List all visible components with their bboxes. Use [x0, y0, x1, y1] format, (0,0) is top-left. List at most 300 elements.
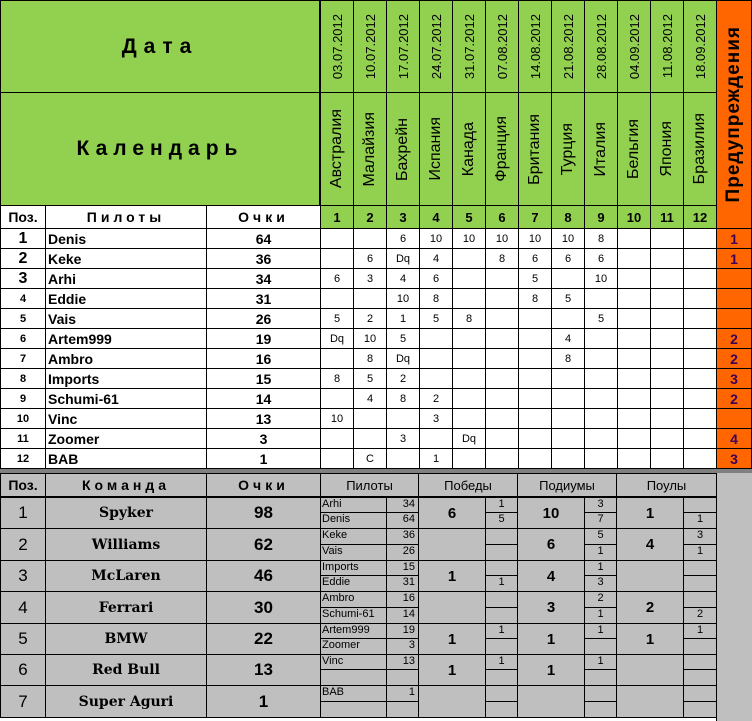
race-result-text: 8	[366, 352, 374, 365]
race-country	[485, 92, 519, 206]
race-result	[320, 328, 354, 349]
driver-name-text: Vinc	[48, 410, 78, 427]
race-result	[551, 288, 585, 309]
team-driver-points	[386, 669, 419, 686]
team-wins-split-text: 5	[498, 513, 505, 525]
race-result-text: 10	[594, 272, 608, 285]
team-podiums-header-text: Подиумы	[539, 477, 595, 493]
race-result	[419, 308, 453, 329]
race-result	[683, 308, 717, 329]
race-result-text: C	[366, 452, 374, 465]
race-number-text: 1	[333, 209, 341, 225]
race-number	[551, 205, 585, 229]
driver-points	[206, 288, 321, 309]
team-poles-split	[683, 638, 717, 655]
driver-points	[206, 248, 321, 269]
team-pos-text: 4	[18, 597, 28, 617]
driver-points	[206, 408, 321, 429]
race-result	[683, 288, 717, 309]
race-result	[452, 408, 486, 429]
team-driver-name-text: BAB	[322, 686, 345, 698]
race-result	[320, 428, 354, 449]
race-result	[386, 328, 420, 349]
driver-warnings	[716, 448, 752, 469]
race-result	[683, 388, 717, 409]
team-driver-name-text: Schumi-61	[322, 608, 375, 620]
team-poles-total	[616, 528, 684, 561]
race-country-text: Испания	[427, 117, 444, 181]
race-country	[650, 92, 684, 206]
team-podiums-split-text: 1	[597, 655, 604, 667]
race-result	[551, 228, 585, 249]
team-pos	[0, 623, 46, 655]
race-number-text: 9	[597, 209, 605, 225]
race-result	[485, 368, 519, 389]
team-name-text: Ferrari	[98, 599, 154, 616]
team-poles-total	[616, 497, 684, 529]
team-pos	[0, 560, 46, 592]
race-result	[320, 368, 354, 389]
race-result-text: 5	[333, 312, 341, 325]
race-date	[419, 0, 453, 93]
driver-warnings	[716, 408, 752, 429]
team-podiums-split	[584, 654, 617, 670]
race-result	[518, 308, 552, 329]
race-result	[650, 348, 684, 369]
team-pos	[0, 654, 46, 686]
race-result	[485, 328, 519, 349]
driver-points	[206, 348, 321, 369]
team-podiums-split	[584, 544, 617, 561]
driver-name	[45, 288, 207, 309]
team-wins-total	[418, 528, 486, 561]
race-date	[518, 0, 552, 93]
race-result	[584, 368, 618, 389]
team-poles-total	[616, 591, 684, 624]
race-number	[518, 205, 552, 229]
race-result	[617, 448, 651, 469]
drivers-header-text: Пилоты	[86, 209, 166, 225]
driver-name	[45, 408, 207, 429]
team-driver-points	[386, 638, 419, 655]
team-wins-split-text: 1	[498, 624, 505, 636]
race-result	[353, 408, 387, 429]
race-country	[551, 92, 585, 206]
race-result-text: 10	[462, 232, 476, 245]
race-result-text: 6	[531, 252, 539, 265]
team-driver-points-text: 19	[402, 624, 415, 636]
driver-pos-text: 1	[18, 229, 28, 247]
race-result	[452, 428, 486, 449]
team-driver-name-text: Zoomer	[322, 639, 360, 651]
driver-name-text: Vais	[48, 310, 77, 327]
team-pos-text: 7	[18, 691, 28, 711]
race-date	[452, 0, 486, 93]
race-result	[452, 268, 486, 289]
team-name	[45, 528, 207, 561]
team-podiums-total	[517, 560, 585, 592]
race-date	[551, 0, 585, 93]
race-result	[617, 228, 651, 249]
race-result-text: 8	[564, 352, 572, 365]
team-name-text: McLaren	[91, 568, 161, 584]
race-result	[518, 408, 552, 429]
race-result	[584, 408, 618, 429]
driver-pos	[0, 428, 46, 449]
race-date-text: 18.09.2012	[692, 13, 708, 80]
team-driver-name	[320, 607, 387, 624]
driver-pos-text: 9	[19, 392, 27, 405]
team-driver-points-text: 26	[402, 545, 415, 557]
team-podiums-split	[584, 623, 617, 639]
team-drivers-header	[320, 473, 419, 497]
race-result	[485, 228, 519, 249]
race-result-text: 1	[399, 312, 407, 325]
race-result	[485, 268, 519, 289]
race-result-text: 6	[597, 252, 605, 265]
team-wins-split	[485, 560, 518, 576]
team-driver-name	[320, 497, 387, 513]
team-wins-split	[485, 528, 518, 545]
race-result-text: 5	[366, 372, 374, 385]
team-podiums-split-text: 1	[597, 561, 604, 573]
driver-warnings-text: 2	[730, 350, 738, 367]
race-country-text: Бельгия	[625, 119, 642, 179]
pos-header	[0, 205, 46, 229]
team-podiums-total-text: 10	[542, 504, 560, 522]
race-date-text: 14.08.2012	[527, 13, 543, 80]
race-country	[353, 92, 387, 206]
race-result-text: 6	[432, 272, 440, 285]
race-result	[617, 328, 651, 349]
driver-points-text: 36	[255, 250, 272, 267]
race-result-text: 8	[399, 392, 407, 405]
race-date-text: 24.07.2012	[428, 13, 444, 80]
race-result	[485, 348, 519, 369]
team-pos-header-text: Поз.	[8, 477, 38, 493]
race-result	[584, 328, 618, 349]
team-podiums-total	[517, 497, 585, 529]
driver-pos	[0, 368, 46, 389]
race-result	[452, 348, 486, 369]
race-result	[485, 428, 519, 449]
team-points	[206, 591, 321, 624]
team-poles-split	[683, 528, 717, 545]
race-number	[683, 205, 717, 229]
team-poles-total-text: 1	[645, 504, 655, 522]
driver-name	[45, 308, 207, 329]
team-name-text: Spyker	[98, 505, 154, 521]
race-result	[683, 228, 717, 249]
team-driver-name-text: Keke	[322, 529, 348, 541]
race-result	[551, 388, 585, 409]
team-poles-split	[683, 623, 717, 639]
team-driver-points	[386, 544, 419, 561]
driver-name-text: BAB	[48, 450, 79, 467]
team-driver-points-text: 34	[402, 498, 415, 510]
race-result	[353, 348, 387, 369]
race-result-text: 5	[531, 272, 539, 285]
race-result	[584, 228, 618, 249]
race-result	[419, 228, 453, 249]
race-result-text: 4	[564, 332, 572, 345]
team-driver-points-text: 64	[402, 513, 415, 525]
driver-points-text: 64	[255, 230, 272, 247]
driver-warnings-text: 3	[730, 370, 738, 387]
race-result-text: 5	[597, 312, 605, 325]
race-result-text: Dq	[395, 252, 411, 265]
team-driver-points	[386, 512, 419, 529]
race-result	[386, 448, 420, 469]
points-header	[206, 205, 321, 229]
team-driver-points	[386, 575, 419, 592]
driver-points-text: 3	[259, 430, 268, 447]
race-result	[617, 388, 651, 409]
driver-warnings	[716, 248, 752, 269]
team-podiums-split	[584, 591, 617, 608]
race-number-text: 2	[366, 209, 374, 225]
team-name	[45, 623, 207, 655]
race-result-text: 2	[399, 372, 407, 385]
driver-name-text: Imports	[48, 370, 100, 387]
team-wins-total-text: 1	[447, 661, 457, 679]
team-driver-points	[386, 607, 419, 624]
race-result-text: 3	[366, 272, 374, 285]
race-result	[650, 248, 684, 269]
driver-points	[206, 368, 321, 389]
team-wins-split	[485, 701, 518, 718]
team-wins-split-text: 1	[498, 655, 505, 667]
driver-pos	[0, 228, 46, 249]
driver-pos	[0, 288, 46, 309]
race-result	[584, 448, 618, 469]
team-name-text: Williams	[91, 536, 161, 553]
team-driver-points-text: 1	[408, 686, 415, 698]
race-country	[518, 92, 552, 206]
race-date	[353, 0, 387, 93]
team-poles-split	[683, 512, 717, 529]
team-name	[45, 654, 207, 686]
race-result	[650, 268, 684, 289]
race-result	[419, 288, 453, 309]
race-result-text: 8	[597, 232, 605, 245]
team-wins-header	[418, 473, 518, 497]
team-poles-split	[683, 607, 717, 624]
team-podiums-split-text: 1	[597, 608, 604, 620]
team-poles-header-text: Поулы	[646, 477, 687, 493]
race-result	[518, 268, 552, 289]
race-result	[419, 408, 453, 429]
race-result	[485, 248, 519, 269]
race-number	[353, 205, 387, 229]
race-result	[650, 288, 684, 309]
team-wins-split	[485, 544, 518, 561]
race-result	[452, 228, 486, 249]
race-result-text: 10	[429, 232, 443, 245]
race-result	[617, 288, 651, 309]
driver-points-text: 13	[255, 410, 272, 427]
race-result	[551, 368, 585, 389]
race-country	[584, 92, 618, 206]
team-pos-text: 2	[18, 534, 28, 554]
race-result-text: 10	[330, 412, 344, 425]
team-wins-total	[418, 591, 486, 624]
team-poles-split	[683, 669, 717, 686]
team-poles-split	[683, 701, 717, 718]
date-header-label-text: Дата	[121, 34, 199, 58]
team-points	[206, 654, 321, 686]
team-driver-points	[386, 654, 419, 670]
team-podiums-split	[584, 638, 617, 655]
driver-points	[206, 308, 321, 329]
team-driver-name	[320, 560, 387, 576]
race-number-text: 10	[626, 209, 642, 225]
race-result	[452, 288, 486, 309]
team-driver-name	[320, 623, 387, 639]
race-date-text: 17.07.2012	[395, 13, 411, 80]
race-number	[650, 205, 684, 229]
team-driver-name	[320, 544, 387, 561]
race-result-text: 10	[528, 232, 542, 245]
race-number	[617, 205, 651, 229]
driver-name	[45, 228, 207, 249]
race-result	[320, 248, 354, 269]
team-name	[45, 685, 207, 718]
team-poles-total-text: 1	[645, 630, 655, 648]
race-result-text: 6	[564, 252, 572, 265]
team-wins-total-text: 1	[447, 630, 457, 648]
race-result	[485, 388, 519, 409]
team-wins-total	[418, 497, 486, 529]
race-result	[551, 428, 585, 449]
race-result-text: Dq	[329, 332, 345, 345]
race-date-text: 21.08.2012	[560, 13, 576, 80]
race-result	[617, 408, 651, 429]
team-driver-name	[320, 701, 387, 718]
race-result	[650, 428, 684, 449]
driver-pos-text: 3	[18, 269, 28, 287]
team-poles-split	[683, 685, 717, 702]
team-driver-name-text: Vais	[322, 545, 343, 557]
team-name	[45, 560, 207, 592]
race-result-text: 8	[333, 372, 341, 385]
race-date-text: 31.07.2012	[461, 13, 477, 80]
driver-name	[45, 428, 207, 449]
team-podiums-total-text: 6	[546, 536, 556, 553]
team-wins-split	[485, 685, 518, 702]
team-driver-points	[386, 623, 419, 639]
driver-name-text: Zoomer	[48, 430, 100, 447]
race-result	[617, 308, 651, 329]
driver-pos-text: 2	[18, 249, 28, 267]
team-poles-split	[683, 560, 717, 576]
race-date-text: 28.08.2012	[593, 13, 609, 80]
pos-header-text: Поз.	[8, 209, 38, 225]
race-result	[584, 288, 618, 309]
warnings-header	[716, 0, 752, 229]
driver-pos	[0, 328, 46, 349]
team-podiums-total	[517, 685, 585, 718]
race-result-text: 6	[366, 252, 374, 265]
race-result	[551, 448, 585, 469]
race-result	[518, 368, 552, 389]
race-number	[419, 205, 453, 229]
team-wins-split-text: 1	[498, 576, 505, 588]
race-result-text: 4	[366, 392, 374, 405]
race-country-text: Австралия	[328, 109, 345, 189]
race-country	[320, 92, 354, 206]
driver-points	[206, 388, 321, 409]
driver-name-text: Eddie	[48, 290, 87, 307]
driver-name-text: Schumi-61	[48, 390, 119, 407]
team-wins-split	[485, 575, 518, 592]
team-driver-name-text: Artem999	[322, 624, 370, 636]
race-number	[320, 205, 354, 229]
driver-warnings	[716, 308, 752, 329]
race-country	[386, 92, 420, 206]
race-result-text: 8	[498, 252, 506, 265]
race-result-text: 4	[432, 252, 440, 265]
race-result	[485, 308, 519, 329]
race-result-text: 10	[363, 332, 377, 345]
race-country-text: Бразилия	[691, 113, 708, 185]
team-name-text: BMW	[104, 631, 148, 647]
race-result	[353, 368, 387, 389]
team-poles-header	[616, 473, 717, 497]
driver-warnings	[716, 288, 752, 309]
race-date	[320, 0, 354, 93]
driver-points	[206, 328, 321, 349]
race-result	[452, 388, 486, 409]
team-podiums-split	[584, 560, 617, 576]
team-podiums-total	[517, 654, 585, 686]
race-result-text: 2	[432, 392, 440, 405]
race-country	[419, 92, 453, 206]
race-result	[320, 228, 354, 249]
team-points-text: 22	[254, 629, 273, 648]
race-result	[650, 448, 684, 469]
team-name	[45, 591, 207, 624]
team-poles-split	[683, 591, 717, 608]
race-result	[683, 368, 717, 389]
driver-points-text: 14	[255, 390, 272, 407]
race-result-text: 10	[495, 232, 509, 245]
team-podiums-split-text: 1	[597, 624, 604, 636]
driver-warnings-text: 1	[730, 230, 738, 247]
race-result-text: Dq	[395, 352, 411, 365]
race-result-text: 2	[366, 312, 374, 325]
team-side-panel	[716, 473, 752, 721]
team-points-header-text: Очки	[238, 477, 289, 493]
team-driver-name-text: Denis	[322, 513, 351, 525]
team-driver-name	[320, 685, 387, 702]
race-result	[320, 408, 354, 429]
driver-name	[45, 368, 207, 389]
race-date	[650, 0, 684, 93]
team-podiums-split	[584, 701, 617, 718]
team-driver-points	[386, 560, 419, 576]
race-number-text: 11	[660, 209, 674, 225]
team-name-header	[45, 473, 207, 497]
team-podiums-split-text: 3	[597, 576, 604, 588]
race-result	[353, 288, 387, 309]
driver-warnings	[716, 268, 752, 289]
team-driver-points-text: 36	[402, 529, 415, 541]
race-country	[683, 92, 717, 206]
team-podiums-split-text: 1	[597, 545, 604, 557]
team-driver-name	[320, 638, 387, 655]
team-podiums-header	[517, 473, 617, 497]
